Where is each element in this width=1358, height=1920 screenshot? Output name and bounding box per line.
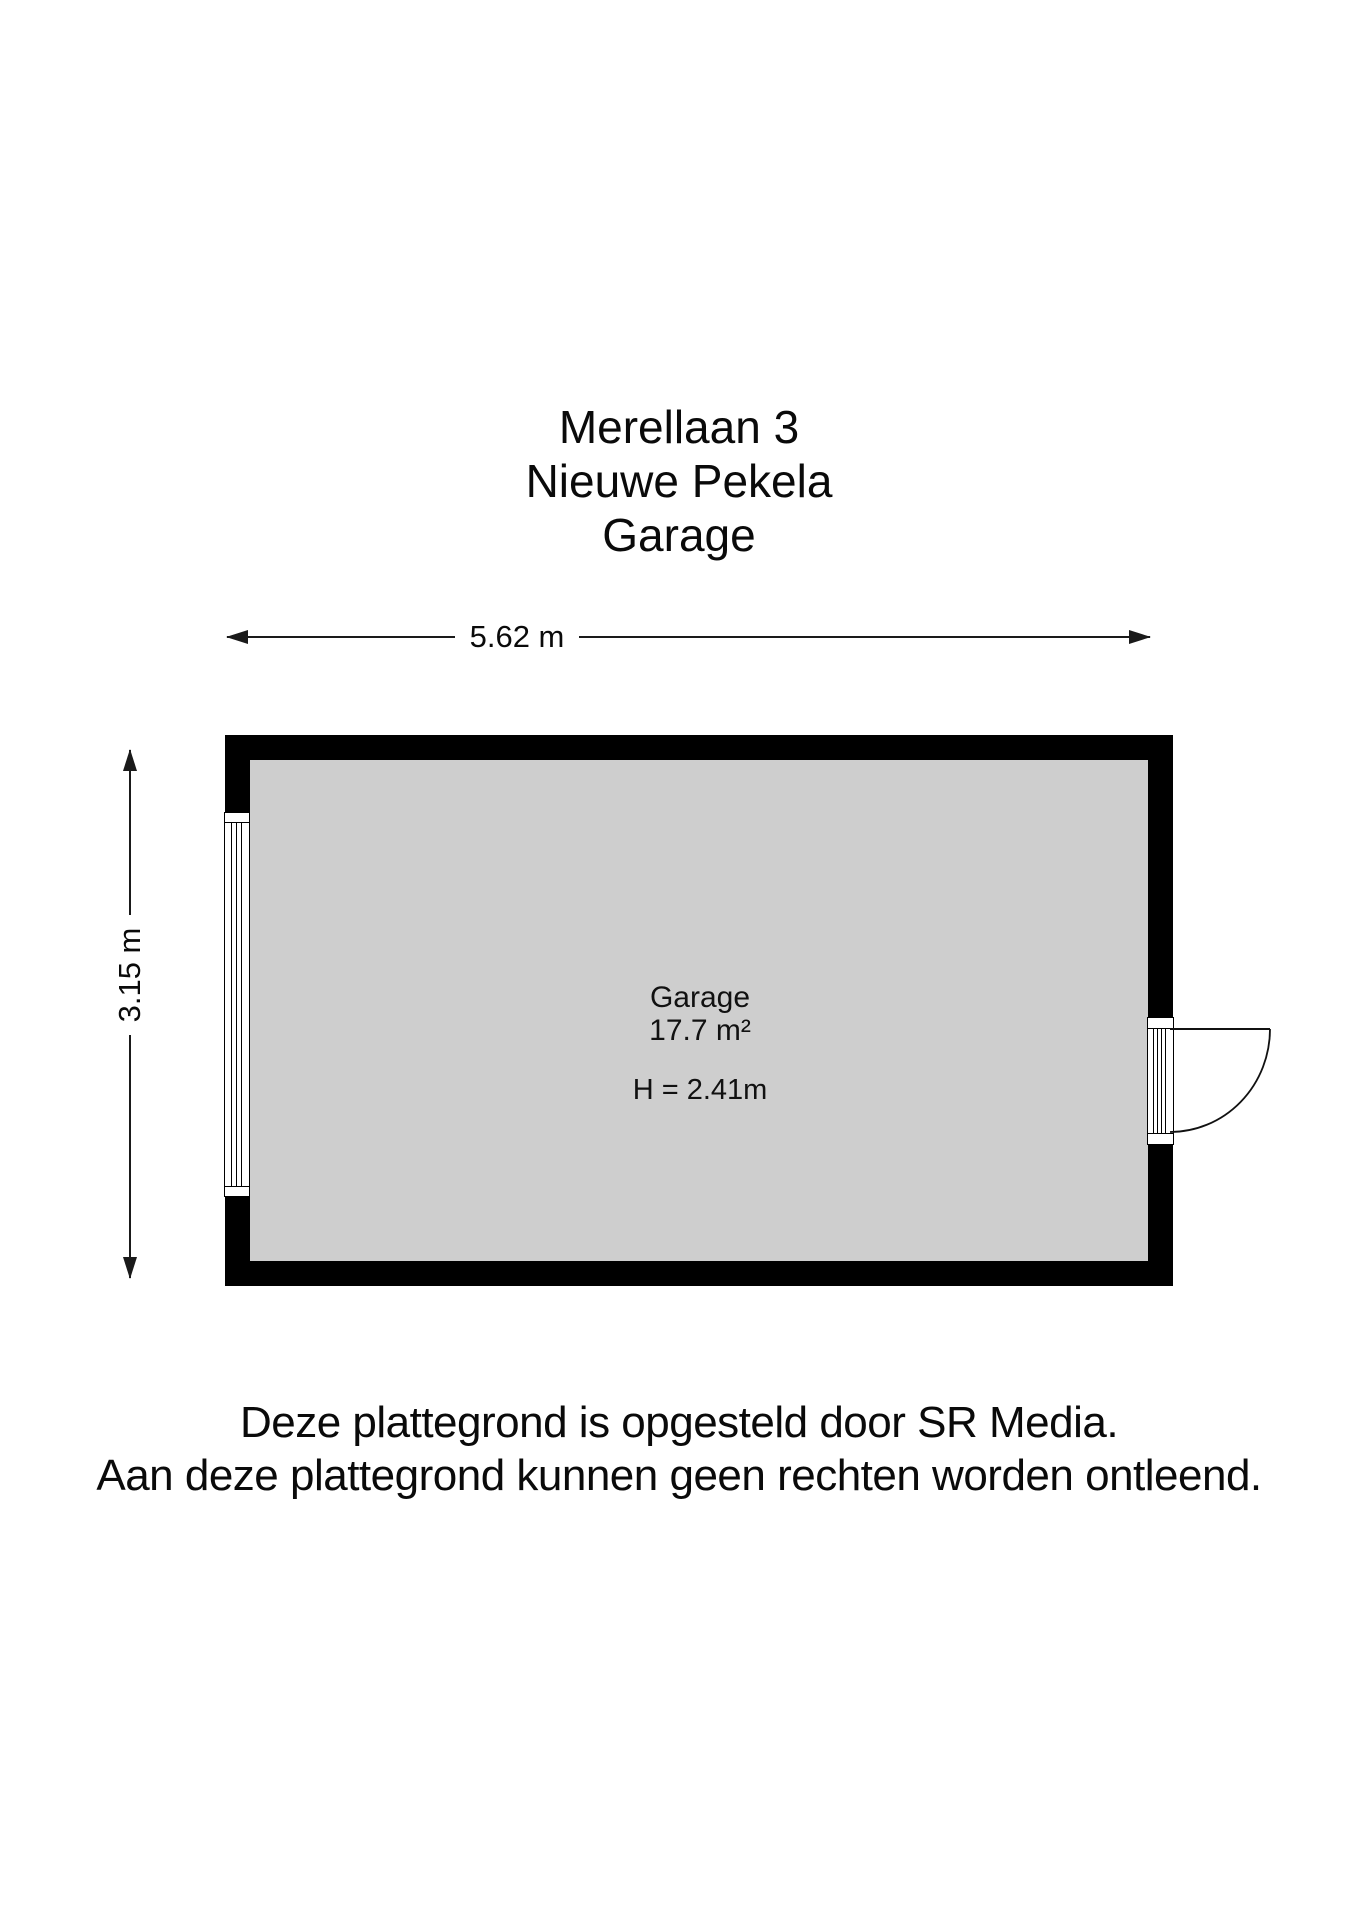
window-cap-top [225, 822, 249, 823]
window-symbol [224, 812, 250, 1197]
room-ceiling-height: H = 2.41m [632, 1074, 768, 1106]
width-dimension-label: 5.62 m [455, 616, 579, 658]
room-area: 17.7 m² [649, 1014, 751, 1047]
disclaimer-line-2: Aan deze plattegrond kunnen geen rechten worden ontleend. [96, 1451, 1262, 1500]
window-glass-line [236, 823, 237, 1186]
window-cap-bottom [225, 1186, 249, 1187]
arrowhead-left-icon [226, 630, 248, 644]
window-glass-line [241, 823, 242, 1186]
arrowhead-right-icon [1129, 630, 1151, 644]
disclaimer [0, 1396, 1358, 1502]
title-type: Garage [602, 509, 756, 561]
disclaimer-line-1: Deze plattegrond is opgesteld door SR Media. [239, 1398, 1119, 1447]
window-glass-line [231, 823, 232, 1186]
title-address: Merellaan 3 [558, 401, 800, 453]
room-label [450, 981, 950, 1106]
height-dimension-label: 3.15 m [109, 915, 151, 1035]
width-dimension-line [227, 636, 1150, 638]
plan-title [0, 400, 1358, 562]
title-city: Nieuwe Pekela [525, 455, 833, 507]
door-swing-icon [1145, 1005, 1290, 1155]
arrowhead-down-icon [123, 1257, 137, 1279]
arrowhead-up-icon [123, 749, 137, 771]
room-name: Garage [649, 981, 751, 1014]
